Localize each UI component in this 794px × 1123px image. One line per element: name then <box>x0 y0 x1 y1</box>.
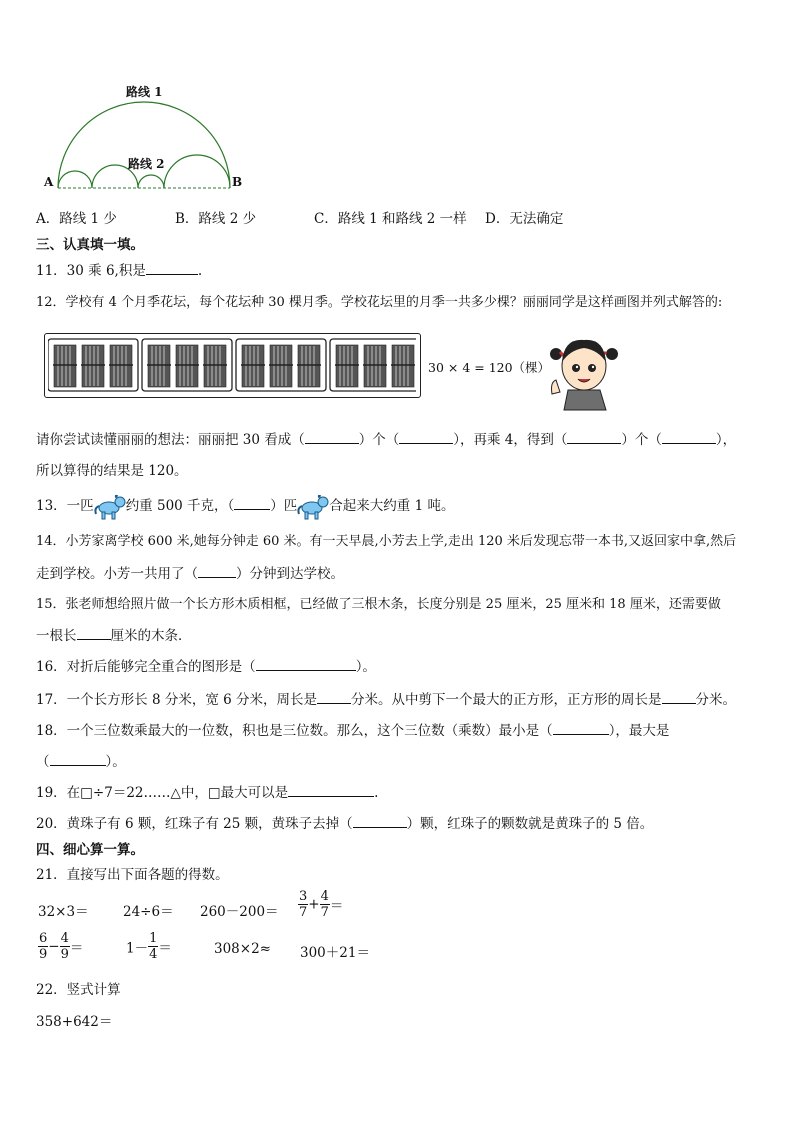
q18-b: ），最大是 <box>608 723 670 739</box>
q19-blank <box>288 785 374 797</box>
q15-line2b: 厘米的木条． <box>110 628 192 644</box>
frac-1-4 <box>148 931 158 962</box>
frac-den: 9 <box>60 947 69 962</box>
q13-d: 合起来大约重 1 吨。 <box>329 498 455 514</box>
q17-blank-1 <box>317 692 351 704</box>
frac-4-9 <box>60 931 70 962</box>
q20-a: 20．黄珠子有 6 颗，红珠子有 25 颗，黄珠子去掉（ <box>36 816 353 832</box>
q18-line2 <box>36 750 126 770</box>
q16-b: ）。 <box>355 659 376 675</box>
q21-item-1: 32×3＝ <box>38 904 89 920</box>
frac-num: 3 <box>299 889 308 904</box>
q20-b: ）颗，红珠子的颗数就是黄珠子的 5 倍。 <box>406 816 654 832</box>
q21-item-5 <box>38 931 83 962</box>
question-20 <box>36 812 653 832</box>
q21-item-2: 24÷6＝ <box>123 904 174 920</box>
route-2-label: 路线 2 <box>128 157 165 171</box>
q14-line2b: ）分钟到达学校。 <box>236 566 344 582</box>
bundle-group <box>48 339 138 391</box>
q21-item-8: 300＋21＝ <box>300 945 370 961</box>
q15-line2a: 一根长 <box>36 628 77 644</box>
horse-icon <box>94 494 126 520</box>
q16-a: 16．对折后能够完全重合的图形是（ <box>36 659 256 675</box>
q19-a: 19．在□÷7＝22……△中，□最大可以是 <box>36 785 289 801</box>
q13-b: 约重 500 千克，（ <box>125 498 235 514</box>
op-plus: + <box>308 896 320 913</box>
q18-a: 18．一个三位数乘最大的一位数，积也是三位数。那么，这个三位数（乘数）最小是（ <box>36 723 553 739</box>
question-12: 12．学校有 4 个月季花坛，每个花坛种 30 棵月季。学校花坛里的月季一共多少棵？丽丽同学是这样画图并列式解答的: <box>36 295 723 310</box>
route-1-label: 路线 1 <box>126 85 163 99</box>
q17-a: 17．一个长方形长 8 分米，宽 6 分米，周长是 <box>36 692 318 708</box>
frac-4-7 <box>320 889 330 920</box>
frac-den: 7 <box>299 905 308 920</box>
q13-a: 13．一匹 <box>36 498 94 514</box>
q15-blank <box>77 628 111 640</box>
girl-illustration <box>542 332 624 412</box>
q14-blank <box>198 566 236 578</box>
question-19 <box>36 781 378 801</box>
q13-blank <box>234 498 270 510</box>
q12-prompt <box>36 428 736 448</box>
question-17 <box>36 688 736 708</box>
q12-prompt-d: ）个（ <box>621 432 662 448</box>
q12-prompt-line2: 所以算得的结果是 120。 <box>36 463 188 479</box>
q12-prompt-b: ）个（ <box>358 432 400 448</box>
frac-den: 4 <box>149 947 158 962</box>
q22-title: 22．竖式计算 <box>36 982 121 998</box>
option-c: C．路线 1 和路线 2 一样 <box>314 211 467 227</box>
q21-item-7: 308×2≈ <box>214 941 271 957</box>
equals: ＝ <box>69 940 84 957</box>
q18-line1 <box>36 719 669 739</box>
frac-num: 1 <box>149 931 158 946</box>
question-13 <box>36 494 454 514</box>
q12-blank-3 <box>567 432 621 444</box>
q12-prompt-e: ）， <box>715 432 737 448</box>
frac-den: 7 <box>320 905 329 920</box>
route-2-arc-4 <box>164 155 230 188</box>
question-11 <box>36 259 202 279</box>
q15-line1: 15．张老师想给照片做一个长方形木质相框，已经做了三根木条，长度分别是 25 厘米，25 厘米和 18 厘米，还需要做 <box>36 597 721 612</box>
q18-blank-2 <box>50 754 106 766</box>
q12-prompt-c: ），再乘 4，得到（ <box>453 432 568 448</box>
frac-num: 6 <box>39 931 48 946</box>
q14-line2a: 走到学校。小芳一共用了（ <box>36 566 198 582</box>
q15-line2 <box>36 624 192 644</box>
section-4-title: 四、细心算一算。 <box>36 842 144 858</box>
option-b: B．路线 2 少 <box>175 211 257 227</box>
route-2-arc-1 <box>58 171 92 188</box>
q18-blank-1 <box>553 723 609 735</box>
option-d: D．无法确定 <box>485 211 564 227</box>
q21-item-6 <box>126 931 172 962</box>
equals: ＝ <box>158 940 172 957</box>
q22-expression: 358+642＝ <box>36 1014 113 1030</box>
q12-blank-1 <box>305 432 359 444</box>
q11-blank <box>146 263 198 275</box>
q17-blank-2 <box>662 692 696 704</box>
section-3-title: 三、认真填一填。 <box>36 237 144 253</box>
op-minus: − <box>48 938 60 955</box>
equals: ＝ <box>329 898 344 915</box>
horse-icon-2 <box>297 494 329 520</box>
route-1-arc <box>58 102 230 188</box>
q13-c: ）匹 <box>270 498 298 514</box>
q12-blank-2 <box>399 432 453 444</box>
q18-line2b: ）。 <box>105 754 126 770</box>
point-a-label: A <box>44 175 54 189</box>
flower-bundle-groups <box>48 337 416 393</box>
q19-b: . <box>374 785 379 801</box>
frac-6-9 <box>38 931 48 962</box>
frac-num: 4 <box>60 931 69 946</box>
q18-line2a: （ <box>36 754 50 770</box>
route-2-arc-3 <box>138 175 164 188</box>
q14-line1: 14．小芳家离学校 600 米,她每分钟走 60 米。有一天早晨,小芳去上学,走出 120 米后发现忘带一本书,又返回家中拿,然后 <box>36 534 737 549</box>
frac-num: 4 <box>320 889 329 904</box>
q11-end: . <box>197 263 203 279</box>
frac-3-7 <box>298 889 308 920</box>
q21-item-4 <box>298 889 343 920</box>
q14-line2 <box>36 562 344 582</box>
q16-blank <box>256 659 356 671</box>
q12-prompt-a: 请你尝试读懂丽丽的想法：丽丽把 30 看成（ <box>36 432 305 448</box>
q21-title: 21．直接写出下面各题的得数。 <box>36 867 229 883</box>
option-a: A．路线 1 少 <box>36 211 117 227</box>
point-b-label: B <box>232 175 243 189</box>
frac-den: 9 <box>39 947 48 962</box>
question-16 <box>36 655 376 675</box>
q17-c: 分米。 <box>695 692 737 708</box>
q17-b: 分米。从中剪下一个最大的正方形，正方形的周长是 <box>351 692 662 708</box>
q12-equation: 30 × 4 = 120（棵） <box>428 360 551 375</box>
q20-blank <box>353 816 407 828</box>
q12-blank-4 <box>662 432 716 444</box>
q21-item-3: 260－200＝ <box>200 904 279 920</box>
one-minus: 1－ <box>126 940 149 957</box>
q11-text: 11．30 乘 6,积是 <box>36 263 146 279</box>
